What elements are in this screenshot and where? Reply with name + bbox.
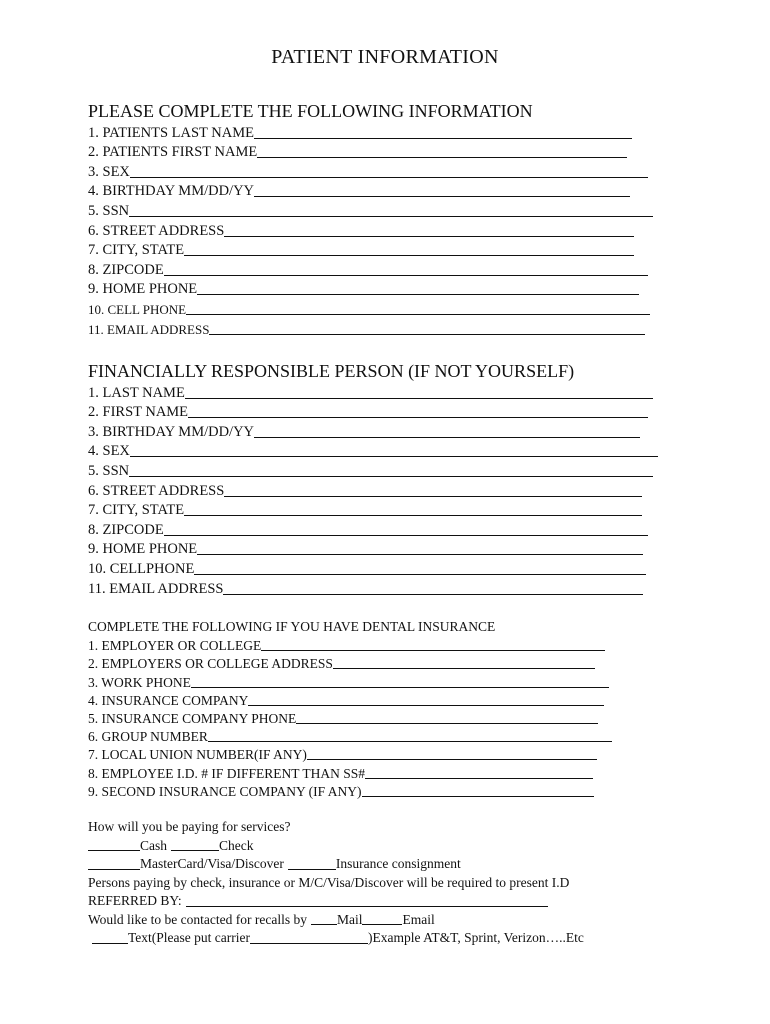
field-row bbox=[88, 519, 658, 539]
field-blank-line[interactable] bbox=[188, 417, 648, 418]
field-row bbox=[88, 298, 653, 318]
field-row bbox=[88, 200, 653, 220]
id-notice bbox=[88, 874, 584, 893]
id-notice-text: Persons paying by check, insurance or M/C/Visa/Discover will be required to present I.D bbox=[88, 874, 570, 890]
field-blank-line[interactable] bbox=[186, 314, 650, 315]
field-blank-line[interactable] bbox=[129, 476, 653, 477]
field-blank-line[interactable] bbox=[362, 796, 594, 797]
insurance-fields bbox=[88, 636, 612, 800]
field-label: 7. CITY, STATE bbox=[88, 242, 185, 259]
field-blank-line[interactable] bbox=[129, 216, 653, 217]
field-label: 5. SSN bbox=[88, 202, 130, 219]
page-title: PATIENT INFORMATION bbox=[271, 46, 499, 68]
payment-question bbox=[88, 818, 584, 837]
field-blank-line[interactable] bbox=[223, 594, 643, 595]
field-blank-line[interactable] bbox=[254, 196, 630, 197]
field-row bbox=[88, 558, 658, 578]
field-blank-line[interactable] bbox=[257, 157, 627, 158]
field-label: 3. WORK PHONE bbox=[88, 674, 191, 690]
field-label: 2. FIRST NAME bbox=[88, 404, 189, 421]
field-row bbox=[88, 578, 658, 598]
field-row bbox=[88, 691, 612, 709]
carrier-blank[interactable] bbox=[250, 943, 368, 944]
check-label: Check bbox=[219, 837, 254, 853]
consignment-label: Insurance consignment bbox=[335, 856, 461, 871]
text-label: Text(Please put carrier bbox=[128, 930, 250, 945]
mail-label: Mail bbox=[336, 911, 363, 927]
field-label: 4. BIRTHDAY MM/DD/YY bbox=[88, 183, 255, 200]
cards-label: MasterCard/Visa/Discover bbox=[140, 856, 284, 871]
insurance-heading: COMPLETE THE FOLLOWING IF YOU HAVE DENTAL INSURANCE bbox=[88, 619, 496, 634]
field-row bbox=[88, 672, 612, 690]
field-row bbox=[88, 782, 612, 800]
field-row bbox=[88, 220, 653, 240]
field-blank-line[interactable] bbox=[254, 437, 640, 438]
field-blank-line[interactable] bbox=[164, 535, 648, 536]
cash-label: Cash bbox=[140, 837, 167, 853]
field-label: 10. CELLPHONE bbox=[88, 560, 195, 577]
field-label: 10. CELL PHONE bbox=[88, 301, 187, 317]
field-blank-line[interactable] bbox=[194, 574, 646, 575]
field-blank-line[interactable] bbox=[307, 759, 597, 760]
field-blank-line[interactable] bbox=[185, 398, 653, 399]
field-label: 8. ZIPCODE bbox=[88, 261, 164, 278]
field-label: 1. PATIENTS LAST NAME bbox=[88, 124, 254, 141]
field-blank-line[interactable] bbox=[164, 275, 648, 276]
field-blank-line[interactable] bbox=[184, 515, 642, 516]
field-row bbox=[88, 382, 658, 402]
referred-blank[interactable] bbox=[186, 906, 548, 907]
payment-question-text: How will you be paying for services? bbox=[88, 819, 291, 834]
field-label: 11. EMAIL ADDRESS bbox=[88, 321, 210, 337]
field-row bbox=[88, 539, 658, 559]
field-row bbox=[88, 441, 658, 461]
field-row bbox=[88, 318, 653, 338]
field-blank-line[interactable] bbox=[197, 294, 639, 295]
field-label: 6. GROUP NUMBER bbox=[88, 729, 208, 745]
cards-blank[interactable] bbox=[88, 869, 140, 870]
mail-blank[interactable] bbox=[311, 924, 337, 925]
field-label: 8. ZIPCODE bbox=[88, 521, 164, 538]
field-blank-line[interactable] bbox=[130, 456, 658, 457]
patient-heading: PLEASE COMPLETE THE FOLLOWING INFORMATION bbox=[88, 101, 533, 121]
insurance-section bbox=[88, 618, 612, 800]
text-row bbox=[88, 929, 584, 948]
field-blank-line[interactable] bbox=[365, 778, 593, 779]
field-row bbox=[88, 421, 658, 441]
field-row bbox=[88, 654, 612, 672]
field-label: 9. SECOND INSURANCE COMPANY (IF ANY) bbox=[88, 783, 362, 799]
field-row bbox=[88, 763, 612, 781]
field-label: 4. SEX bbox=[88, 443, 130, 460]
field-label: 9. HOME PHONE bbox=[88, 281, 198, 298]
field-row bbox=[88, 279, 653, 299]
field-blank-line[interactable] bbox=[248, 705, 604, 706]
field-label: 8. EMPLOYEE I.D. # IF DIFFERENT THAN SS# bbox=[88, 765, 366, 781]
field-row bbox=[88, 122, 653, 142]
field-row bbox=[88, 480, 658, 500]
cash-check-row bbox=[88, 837, 584, 856]
field-label: 1. EMPLOYER OR COLLEGE bbox=[88, 638, 262, 654]
field-blank-line[interactable] bbox=[333, 668, 595, 669]
payment-section bbox=[88, 818, 584, 948]
field-label: 5. SSN bbox=[88, 462, 130, 479]
field-blank-line[interactable] bbox=[208, 741, 612, 742]
responsible-fields bbox=[88, 382, 658, 598]
field-label: 7. LOCAL UNION NUMBER(IF ANY) bbox=[88, 747, 307, 763]
field-row bbox=[88, 500, 658, 520]
responsible-heading: FINANCIALLY RESPONSIBLE PERSON (IF NOT YOURSELF) bbox=[88, 361, 575, 381]
text-example: )Example AT&T, Sprint, Verizon…..Etc bbox=[368, 930, 584, 945]
field-blank-line[interactable] bbox=[130, 177, 648, 178]
patient-fields bbox=[88, 122, 653, 338]
field-label: 5. INSURANCE COMPANY PHONE bbox=[88, 710, 297, 726]
field-blank-line[interactable] bbox=[296, 723, 598, 724]
field-label: 3. SEX bbox=[88, 163, 130, 180]
recalls-label: Would like to be contacted for recalls by bbox=[88, 911, 307, 927]
check-blank[interactable] bbox=[171, 850, 219, 851]
field-row bbox=[88, 259, 653, 279]
field-label: 9. HOME PHONE bbox=[88, 541, 198, 558]
recalls-row bbox=[88, 911, 584, 930]
field-blank-line[interactable] bbox=[191, 687, 609, 688]
field-row bbox=[88, 181, 653, 201]
consignment-blank[interactable] bbox=[288, 869, 336, 870]
field-row bbox=[88, 161, 653, 181]
card-consignment-row bbox=[88, 855, 584, 874]
field-blank-line[interactable] bbox=[254, 138, 632, 139]
field-blank-line[interactable] bbox=[261, 650, 605, 651]
field-row bbox=[88, 142, 653, 162]
field-label: 3. BIRTHDAY MM/DD/YY bbox=[88, 423, 255, 440]
referred-row bbox=[88, 892, 584, 911]
field-label: 4. INSURANCE COMPANY bbox=[88, 692, 249, 708]
field-blank-line[interactable] bbox=[224, 496, 642, 497]
field-row bbox=[88, 240, 653, 260]
text-blank[interactable] bbox=[92, 943, 128, 944]
cash-blank[interactable] bbox=[88, 850, 140, 851]
field-row bbox=[88, 460, 658, 480]
field-blank-line[interactable] bbox=[184, 255, 634, 256]
field-label: 6. STREET ADDRESS bbox=[88, 222, 225, 239]
responsible-section bbox=[88, 360, 658, 598]
field-row bbox=[88, 402, 658, 422]
email-blank[interactable] bbox=[362, 924, 402, 925]
field-blank-line[interactable] bbox=[224, 236, 634, 237]
field-label: 2. EMPLOYERS OR COLLEGE ADDRESS bbox=[88, 656, 333, 672]
email-label: Email bbox=[402, 911, 435, 927]
field-row bbox=[88, 727, 612, 745]
field-label: 11. EMAIL ADDRESS bbox=[88, 580, 224, 597]
field-label: 1. LAST NAME bbox=[88, 384, 185, 401]
field-label: 7. CITY, STATE bbox=[88, 502, 185, 519]
field-row bbox=[88, 745, 612, 763]
referred-label: REFERRED BY: bbox=[88, 893, 182, 908]
field-row bbox=[88, 709, 612, 727]
field-row bbox=[88, 636, 612, 654]
field-blank-line[interactable] bbox=[209, 334, 645, 335]
field-blank-line[interactable] bbox=[197, 554, 643, 555]
field-label: 6. STREET ADDRESS bbox=[88, 482, 225, 499]
field-label: 2. PATIENTS FIRST NAME bbox=[88, 144, 258, 161]
patient-section bbox=[88, 100, 653, 338]
